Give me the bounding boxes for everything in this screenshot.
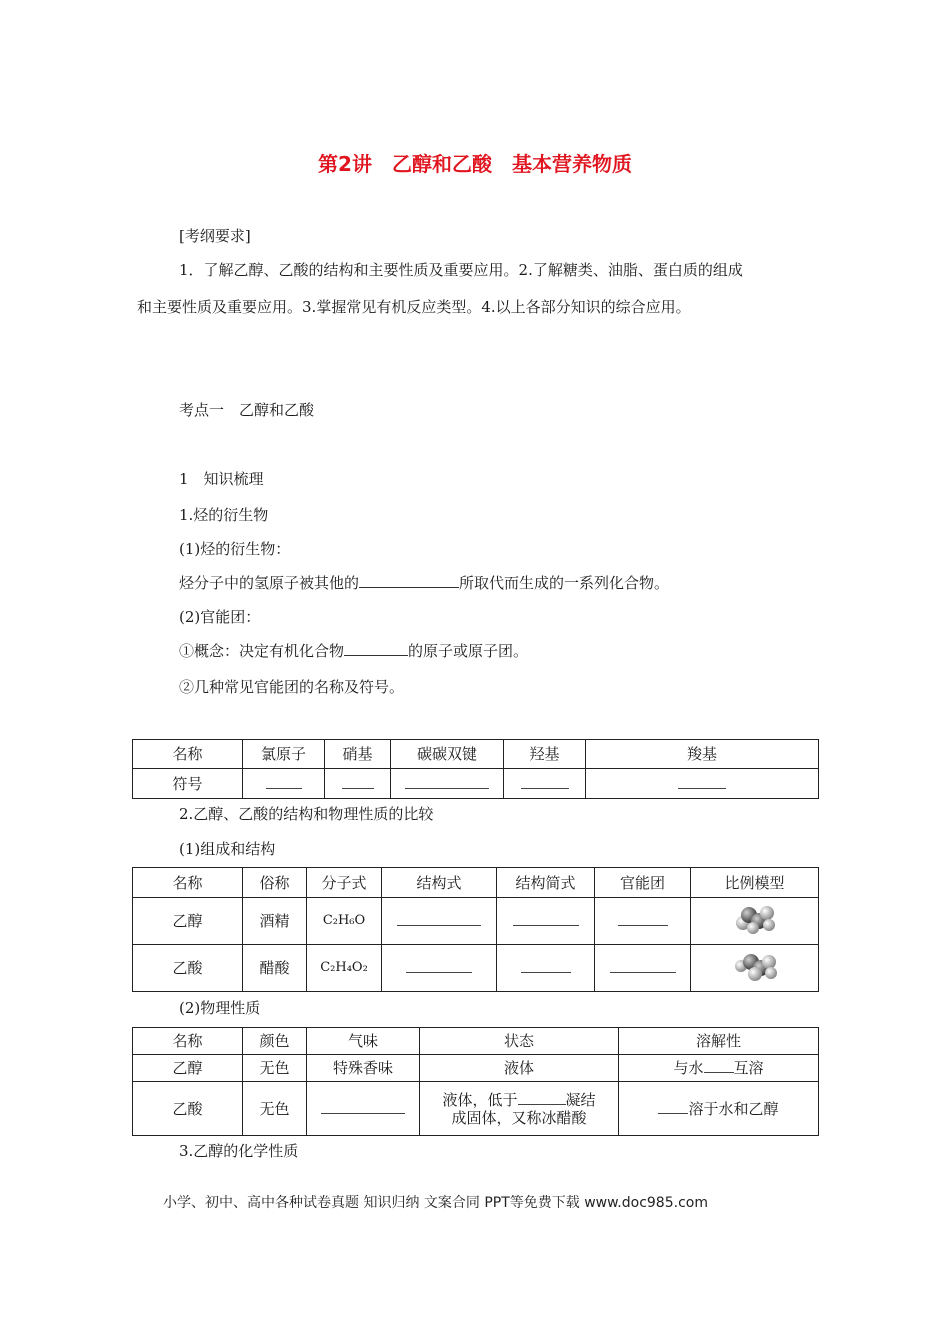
state-line-1 [420,1091,618,1109]
state-cell: 液体 [420,1055,619,1082]
name-cell: 乙醇 [133,898,243,945]
row-label: 符号 [133,769,243,799]
table-row [133,898,819,945]
blank-cell[interactable] [391,769,504,799]
blank-cell[interactable] [325,769,391,799]
fill-line-a [179,572,669,593]
color-cell: 无色 [243,1055,307,1082]
table-header-cell: 颜色 [243,1028,307,1055]
solubility-post: 互溶 [733,1059,764,1077]
acetic-acid-model-cell [691,945,819,992]
item-1-heading: 1.烃的衍生物 [179,506,269,524]
common-name-cell: 酒精 [243,898,307,945]
table-header-cell: 氯原子 [243,740,325,769]
table-row [133,1055,819,1082]
table-header-cell: 硝基 [325,740,391,769]
item-2a-heading: (1)组成和结构 [179,840,276,858]
functional-group-table [132,739,819,799]
item-1a: (1)烃的衍生物： [179,540,291,558]
solubility-post: 溶于水和乙醇 [688,1099,779,1118]
item-3-heading: 3.乙醇的化学性质 [179,1142,299,1160]
item-2-heading: 2.乙醇、乙酸的结构和物理性质的比较 [179,805,434,823]
blank-substituent[interactable] [359,573,459,588]
table-header-cell: 结构式 [382,868,497,898]
table-header-cell: 官能团 [595,868,691,898]
structure-table [132,867,819,992]
page-title: 第2讲 乙醇和乙酸 基本营养物质 [318,152,632,176]
name-cell: 乙酸 [133,945,243,992]
blank-cell[interactable] [382,945,497,992]
blank-cell[interactable] [497,898,595,945]
blank-solubility[interactable] [658,1101,688,1114]
blank-cell[interactable] [307,1082,420,1136]
physical-property-table [132,1027,819,1136]
table-header-cell: 羧基 [586,740,819,769]
item-1c: ②几种常见官能团的名称及符号。 [179,678,405,696]
table-row [133,740,819,769]
table-header-cell: 名称 [133,740,243,769]
blank-cell[interactable] [586,769,819,799]
formula-cell: C₂H₄O₂ [307,945,382,992]
blank-property[interactable] [344,641,408,656]
table-header-cell: 名称 [133,868,243,898]
state-post: 凝结 [565,1090,596,1109]
blank-solubility[interactable] [704,1060,734,1073]
table-header-cell: 状态 [420,1028,619,1055]
table-header-cell: 比例模型 [691,868,819,898]
blank-melting-point[interactable] [518,1092,566,1105]
blank-cell[interactable] [504,769,586,799]
ethanol-model-cell [691,898,819,945]
table-row [133,1028,819,1055]
formula-cell: C₂H₆O [307,898,382,945]
item-1b: (2)官能团： [179,608,261,626]
ethanol-space-filling-model-icon [731,901,779,937]
acetic-acid-space-filling-model-icon [731,948,779,984]
table-header-cell: 溶解性 [619,1028,819,1055]
state-cell [420,1082,619,1136]
fill-line-b-pre: ①概念：决定有机化合物 [179,642,345,660]
subsection-heading: 1 知识梳理 [179,470,264,488]
name-cell: 乙酸 [133,1082,243,1136]
smell-cell: 特殊香味 [307,1055,420,1082]
blank-cell[interactable] [497,945,595,992]
requirements-line-1: 1．了解乙醇、乙酸的结构和主要性质及重要应用。2.了解糖类、油脂、蛋白质的组成 [179,261,743,279]
table-row [133,945,819,992]
item-2b-heading: (2)物理性质 [179,999,261,1017]
table-row [133,769,819,799]
table-header-cell: 结构简式 [497,868,595,898]
table-header-cell: 气味 [307,1028,420,1055]
name-cell: 乙醇 [133,1055,243,1082]
table-header-cell: 碳碳双键 [391,740,504,769]
section-heading: 考点一 乙醇和乙酸 [179,401,315,419]
fill-line-b-post: 的原子或原子团。 [408,642,529,660]
solubility-pre: 与水 [673,1059,704,1077]
requirements-line-2: 和主要性质及重要应用。3.掌握常见有机反应类型。4.以上各部分知识的综合应用。 [137,298,691,316]
fill-line-a-pre: 烃分子中的氢原子被其他的 [179,574,360,592]
table-row [133,1082,819,1136]
footer-text: 小学、初中、高中各种试卷真题 知识归纳 文案合同 PPT等免费下载 www.doc985.com [163,1195,708,1211]
state-line-2: 成固体，又称冰醋酸 [451,1108,587,1127]
state-pre: 液体，低于 [442,1090,518,1109]
solubility-cell [619,1082,819,1136]
blank-cell[interactable] [243,769,325,799]
table-header-cell: 分子式 [307,868,382,898]
table-header-cell: 羟基 [504,740,586,769]
requirements-heading: [考纲要求] [179,227,251,245]
solubility-cell [619,1055,819,1082]
table-header-cell: 俗称 [243,868,307,898]
blank-cell[interactable] [382,898,497,945]
blank-cell[interactable] [595,945,691,992]
common-name-cell: 醋酸 [243,945,307,992]
blank-cell[interactable] [595,898,691,945]
table-header-cell: 名称 [133,1028,243,1055]
fill-line-a-post: 所取代而生成的一系列化合物。 [459,574,670,592]
color-cell: 无色 [243,1082,307,1136]
fill-line-b [179,640,528,661]
table-row [133,868,819,898]
